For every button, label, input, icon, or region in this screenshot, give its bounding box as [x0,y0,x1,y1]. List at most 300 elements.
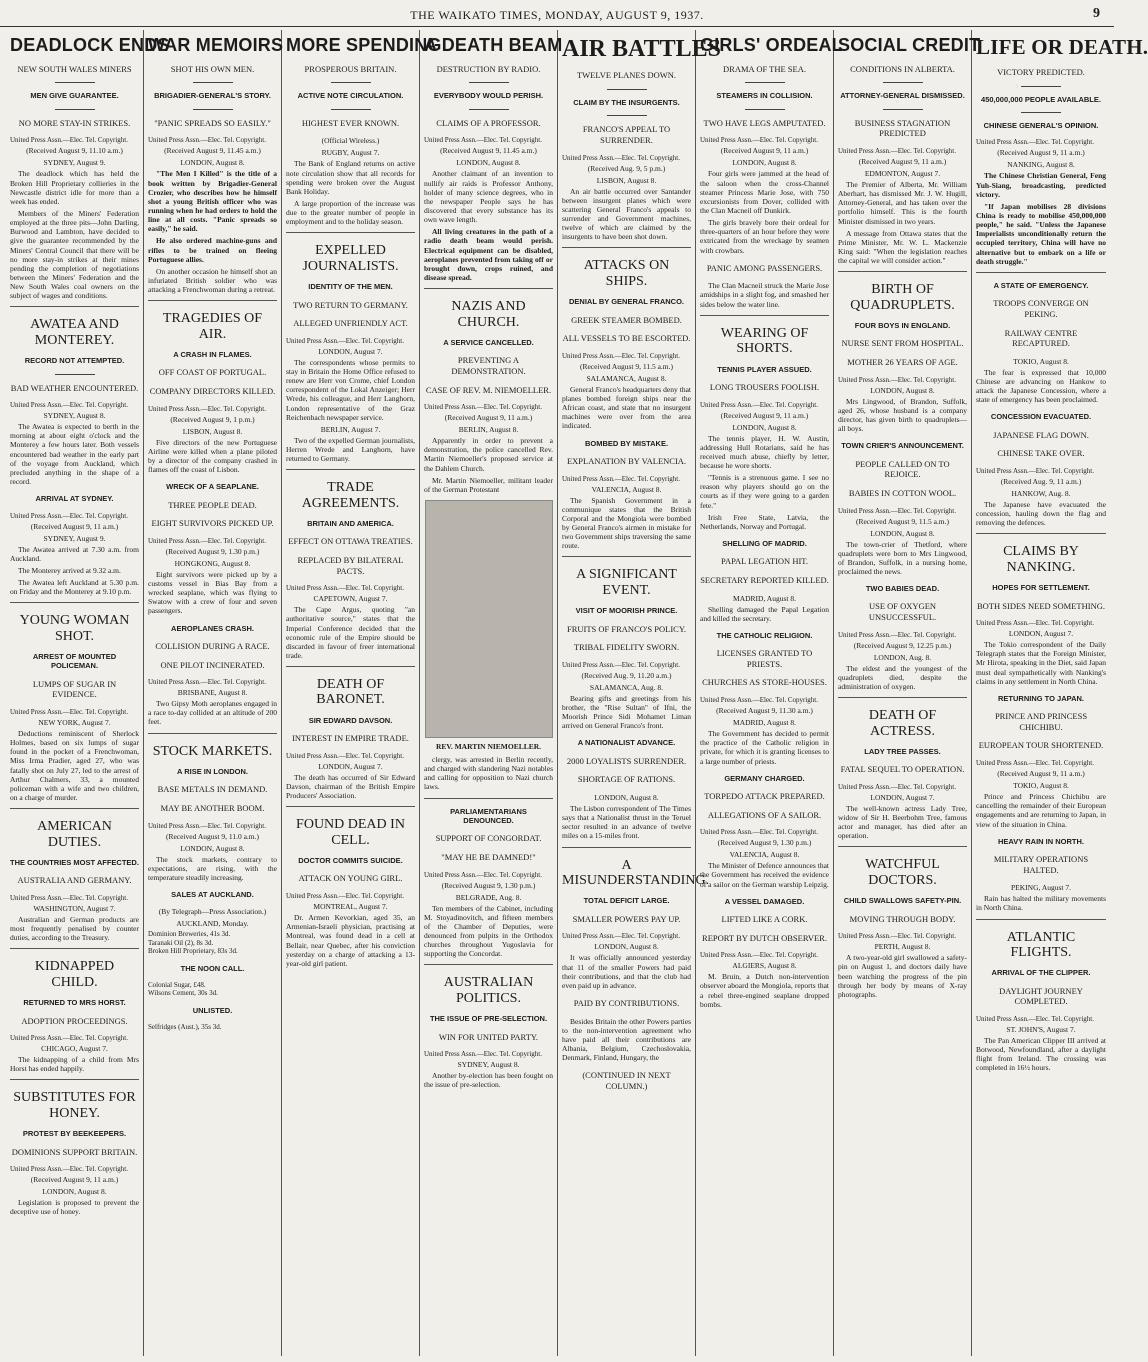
dateline: NEW YORK, August 7. [38,718,111,728]
bold-subheading: MEN GIVE GUARANTEE. [30,91,119,101]
bold-subheading: PARLIAMENTARIANS DENOUNCED. [450,806,527,825]
subheading: TWO RETURN TO GERMANY. [293,299,408,310]
received-time: (Received August 9, 11 a.m.) [997,769,1085,779]
subheading: PAID BY CONTRIBUTIONS. [573,997,680,1008]
body-paragraph: Four girls were jammed at the head of the saloon when the cross-Channel steamer Princess Marie Jose, with 750 excursionists from Dover, collided with the Clan Macneil off Dunkirk. [700,169,829,215]
subheading: ALL VESSELS TO BE ESCORTED. [562,333,691,344]
column-divider [10,808,139,809]
received-time: (Received August 9, 11 a.m.) [30,1175,119,1185]
body-paragraph: The fear is expressed that 10,000 Chinese are advancing on Hankow to attack the Japanese Concession, where a state of emergency has been proclaimed. [976,367,1106,405]
copyright-line: United Press Assn.—Elec. Tel. Copyright. [148,821,266,830]
body-paragraph: Another claimant of an invention to nullify air raids is Professor Anthony, holder of many science degrees, who in the newspaper People says he has discovered that every substance has its own wave length. [424,169,553,225]
copyright-line: United Press Assn.—Elec. Tel. Copyright. [976,759,1094,768]
body-paragraph: clergy, was arrested in Berlin recently, and charged with slandering Nazi notables and calling for opposition to Nazi church laws. [424,754,553,792]
bold-subheading: ARRIVAL OF THE CLIPPER. [991,968,1091,978]
body-paragraph: The deadlock which has held the Broken Hill Proprietary collieries in the Newcastle district idle for more than a week has ended. [10,169,139,206]
received-time: (Received Aug. 9, 11.20 a.m.) [581,670,672,680]
bold-paragraph: "The Men I Killed" is the title of a book written by Brigadier-General Crozier, who describes how he himself shot a young British officer who was running when he had orders to hold the line at all costs. "Panic spreads so easily," he said. [148,169,277,234]
market-quote: Selfridges (Aust.), 35s 3d. [148,1023,222,1032]
received-time: (Received August 9, 11.5 a.m.) [579,361,674,371]
dateline: BELGRADE, Aug. 8. [455,892,522,902]
bold-paragraph: "If Japan mobilises 28 divisions China is ready to mobilise 450,000,000 people," he said. "Unless the Japanese Imperialists unconditionally return the occupied territory, China will have no alternative but to embark on a life or death struggle." [976,201,1106,266]
copyright-line: United Press Assn.—Elec. Tel. Copyright. [700,828,818,837]
copyright-line: United Press Assn.—Elec. Tel. Copyright. [562,474,680,483]
column-divider [286,806,415,807]
portrait-photo [425,500,553,738]
bold-subheading: IDENTITY OF THE MEN. [308,282,393,292]
subheading: CASE OF REV. M. NIEMOELLER. [425,384,552,395]
subheading: MOVING THROUGH BODY. [849,913,956,924]
dateline: LONDON, August 8. [594,793,659,803]
dateline: CHICAGO, August 7. [41,1044,108,1054]
copyright-line: United Press Assn.—Elec. Tel. Copyright. [562,932,680,941]
dateline: LONDON, August 8. [870,528,935,538]
body-paragraph: Australian and German products are most frequently penalised by counter duties, according to the Treasury. [10,914,139,943]
copyright-line: United Press Assn.—Elec. Tel. Copyright. [838,375,956,384]
copyright-line: United Press Assn.—Elec. Tel. Copyright. [700,696,818,705]
subheading: FATAL SEQUEL TO OPERATION. [840,764,965,775]
received-time: (By Telegraph—Press Association.) [158,907,267,917]
bold-subheading: WRECK OF A SEAPLANE. [166,482,259,492]
body-paragraph: Eight survivors were picked up by a customs vessel in Bias Bay from a wrecked seaplane, which was flying to Swatow with a crew of four and seven passengers. [148,569,277,616]
bold-subheading: DOCTOR COMMITS SUICIDE. [298,856,403,866]
subheading: SECRETARY REPORTED KILLED. [700,574,829,585]
subheading: WIN FOR UNITED PARTY. [438,1031,539,1042]
received-time: (Received Aug. 9, 11 a.m.) [1000,476,1082,486]
dateline: LONDON, August 8. [870,385,935,395]
bold-subheading: HEAVY RAIN IN NORTH. [998,836,1084,846]
body-paragraph: The Pan American Clipper III arrived at Botwood, Newfoundland, after a daylight flight from Ireland. The crossing was completed in 16½ hours. [976,1035,1106,1073]
masthead [0,0,1114,27]
bold-subheading: CLAIM BY THE INSURGENTS. [573,98,680,108]
market-quote: Dominion Breweries, 41s 3d. [148,930,231,939]
bold-subheading: CHILD SWALLOWS SAFETY-PIN. [843,896,962,906]
short-rule [607,115,647,116]
subheading: HIGHEST EVER KNOWN. [301,117,400,128]
subheading: LIFTED LIKE A CORK. [721,914,808,925]
body-paragraph: Irish Free State, Latvia, the Netherlands, Norway and Portugal. [700,512,829,531]
received-time: (Received August 9, 11.5 a.m.) [855,516,950,526]
received-time: (Received August 9, 11.0 a.m.) [165,831,260,841]
subheading: PROSPEROUS BRITAIN. [304,63,397,74]
short-rule [469,82,509,83]
body-paragraph: Bearing gifts and greetings from his brother, the "Rise Sultan" of Ifni, the Moorish Prince Sidi Mohamet Liman arrived on General Franco's front. [562,693,691,731]
section-headline: STOCK MARKETS. [152,743,273,759]
main-headline: WAR MEMOIRS [148,35,284,55]
column-2 [144,30,282,1356]
body-paragraph: A large proportion of the increase was due to the greater number of people in employment and to the holiday season. [286,198,415,227]
subheading: BOTH SIDES NEED SOMETHING. [977,600,1105,611]
subheading: PAPAL LEGATION HIT. [721,556,808,567]
column-divider [10,948,139,949]
bold-subheading: ACTIVE NOTE CIRCULATION. [297,91,404,101]
bold-subheading: A SERVICE CANCELLED. [443,337,534,347]
bold-subheading: A CRASH IN FLAMES. [173,350,252,360]
bold-subheading: ARREST OF MOUNTED POLICEMAN. [32,652,117,671]
section-headline: FOUND DEAD IN CELL. [296,817,405,848]
body-paragraph: The Japanese have evacuated the concession, hauling down the flag and removing the defences. [976,499,1106,528]
dateline: CAPETOWN, August 7. [313,594,388,604]
column-divider [424,288,553,289]
column-divider [286,666,415,667]
body-paragraph: General Franco's headquarters deny that planes bombed foreign ships near the African coast, and state that no insurgent machines were over from the area indicated. [562,384,691,431]
section-headline: AWATEA AND MONTEREY. [30,317,119,348]
subheading: BAD WEATHER ENCOUNTERED. [10,382,139,393]
body-paragraph: On another occasion he himself shot an infuriated British soldier who was attacking a Frenchwoman during a retreat. [148,266,277,295]
section-headline: DEATH OF ACTRESS. [868,708,937,739]
dateline: LONDON, August 8. [180,843,245,853]
bold-subheading: LADY TREE PASSES. [864,746,941,756]
body-paragraph: A two-year-old girl swallowed a safety-pin on August 1, and doctors daily have been watching the progress of the pin through her body by means of X-ray photographs. [838,953,967,999]
subheading: LUMPS OF SUGAR IN EVIDENCE. [32,678,117,700]
body-paragraph: Mrs Lingwood, of Brandon, Suffolk, aged 26, whose husband is a company director, has given birth to quadruplets—all boys. [838,396,967,434]
bold-paragraph: All living creatures in the path of a radio death beam would perish. Electrical equipment can be disabled, aeroplanes prevented from taking off or brought down, crops ruined, and disease spread. [424,227,553,282]
received-time: (Received August 9, 1.30 p.m.) [165,546,260,556]
body-paragraph: Rain has halted the military movements in North China. [976,894,1106,913]
short-rule [55,82,95,83]
column-divider [148,733,277,734]
body-paragraph: The girls bravely bore their ordeal for three-quarters of an hour before they were extricated from the wreckage by seamen with crowbars. [700,218,829,255]
dateline: BERLIN, August 8. [458,425,519,435]
copyright-line: United Press Assn.—Elec. Tel. Copyright. [10,511,128,520]
column-divider [10,602,139,603]
body-paragraph: The Clan Macneil struck the Marie Jose amidships in a slight fog, and smashed her sides below the water line. [700,281,829,309]
bold-subheading: THE ISSUE OF PRE-SELECTION. [429,1014,548,1024]
body-paragraph: A message from Ottawa states that the Prime Minister, Mr. W. L. Mackenzie King said: "When the legislation reaches the capital we will consider action." [838,228,967,266]
subheading: NO MORE STAY-IN STRIKES. [18,117,131,128]
section-headline: AMERICAN DUTIES. [37,819,112,850]
column-divider [562,247,691,248]
column-1 [6,30,170,1356]
subheading: ONE PILOT INCINERATED. [160,659,265,670]
subheading: MAY BE ANOTHER BOOM. [160,802,265,813]
bold-subheading: TOWN CRIER'S ANNOUNCEMENT. [841,441,964,451]
subheading: COLLISION DURING A RACE. [155,640,270,651]
main-headline: SOCIAL CREDIT [838,35,981,55]
copyright-line: United Press Assn.—Elec. Tel. Copyright. [148,136,266,145]
subheading: MILITARY OPERATIONS HALTED. [993,854,1089,875]
short-rule [55,374,95,375]
column-8 [972,30,1148,1356]
body-paragraph: The Premier of Alberta, Mr. William Aberhart, has dismissed Mr. J. W. Hugill, Attorney-General, and has taken over the portfolio himself. This is the fourth Minister dismissed in two years. [838,180,967,226]
dateline: TOKIO, August 8. [1013,781,1069,791]
subheading: VICTORY PREDICTED. [997,67,1085,78]
bold-subheading: A VESSEL DAMAGED. [724,896,805,906]
main-headline: LIFE OR DEATH. [976,35,1148,59]
bold-subheading: SHELLING OF MADRID. [722,538,807,548]
dateline: AUCKLAND, Monday. [176,919,249,929]
column-divider [286,469,415,470]
column-5 [558,30,721,1356]
main-headline: A DEATH BEAM [424,35,563,55]
bold-subheading: ARRIVAL AT SYDNEY. [35,494,114,504]
body-paragraph: The well-known actress Lady Tree, widow of Sir H. Beerbohm Tree, famous actor and manager, has died after an operation. [838,803,967,841]
column-divider [700,315,829,316]
body-paragraph: The Minister of Defence announces that the Government has received the evidence of a sailor on the German warship Leipzig. [700,861,829,889]
subheading: CONDITIONS IN ALBERTA. [850,63,955,74]
short-rule [193,109,233,110]
received-time: (Received August 9, 11.45 a.m.) [440,146,537,156]
section-headline: WEARING OF SHORTS. [720,325,809,357]
subheading: ALLEGED UNFRIENDLY ACT. [293,318,408,329]
subheading: SHOT HIS OWN MEN. [170,63,255,74]
subheading: CHURCHES AS STORE-HOUSES. [702,677,827,688]
bold-paragraph: The Chinese Christian General, Feng Yuh-Siang, broadcasting, predicted victory. [976,171,1106,199]
body-paragraph: The Monterey arrived at 9.32 a.m. [18,565,121,575]
dateline: MONTREAL, August 7. [313,902,388,912]
section-headline: KIDNAPPED CHILD. [34,959,115,990]
received-time: (Received August 9, 11 a.m.) [858,157,947,167]
dateline: LISBON, August 8. [596,175,657,185]
dateline: LISBON, August 8. [182,426,243,436]
section-headline: A SIGNIFICANT EVENT. [576,567,677,598]
main-headline: AIR BATTLES [562,36,721,62]
column-divider [838,697,967,698]
copyright-line: United Press Assn.—Elec. Tel. Copyright. [838,932,956,941]
received-time: (Received Aug. 9, 5 p.m.) [587,163,666,173]
bold-subheading: GERMANY CHARGED. [724,773,805,783]
subheading: DRAMA OF THE SEA. [723,63,806,74]
subheading: PREVENTING A DEMONSTRATION. [451,355,526,376]
subheading: FRUITS OF FRANCO'S POLICY. [567,623,686,634]
received-time: (Received August 9, 1 p.m.) [170,414,255,424]
market-quote: Colonial Sugar, £48. [148,980,206,989]
copyright-line: United Press Assn.—Elec. Tel. Copyright. [976,466,1094,475]
column-divider [148,300,277,301]
bold-subheading: A RISE IN LONDON. [177,766,248,776]
subheading: TRIBAL FIDELITY SWORN. [573,642,680,653]
short-rule [745,82,785,83]
subheading: MOTHER 26 YEARS OF AGE. [847,357,958,368]
subheading: TROOPS CONVERGE ON PEKING. [993,298,1089,319]
dateline: EDMONTON, August 7. [864,169,941,179]
subheading: COMPANY DIRECTORS KILLED. [149,386,276,397]
column-divider [562,847,691,848]
dateline: SALAMANCA, Aug. 8. [589,682,664,692]
subheading: REPLACED BY BILATERAL PACTS. [297,555,404,576]
body-paragraph: The stock markets, contrary to expectations, are rising, with the temperature steadily increasing. [148,854,277,882]
subheading: THREE PEOPLE DEAD. [168,499,257,510]
short-rule [331,109,371,110]
subheading: "MAY HE BE DAMNED!" [441,851,536,862]
body-paragraph: Another by-election has been fought on the issue of pre-selection. [424,1071,553,1090]
subheading: EXPLANATION BY VALENCIA. [566,455,687,466]
copyright-line: United Press Assn.—Elec. Tel. Copyright. [976,138,1094,147]
body-paragraph: The Awatea left Auckland at 5.30 p.m. on Friday and the Monterey at 9.10 p.m. [10,577,139,597]
copyright-line: United Press Assn.—Elec. Tel. Copyright. [10,401,128,410]
copyright-line: United Press Assn.—Elec. Tel. Copyright. [148,678,266,687]
bold-subheading: THE CATHOLIC RELIGION. [716,630,813,640]
bold-subheading: CONCESSION EVACUATED. [990,412,1092,422]
section-headline: YOUNG WOMAN SHOT. [19,613,130,644]
section-headline: NAZIS AND CHURCH. [451,299,526,330]
subheading: "PANIC SPREADS SO EASILY." [154,117,271,128]
column-divider [424,798,553,799]
subheading: TORPEDO ATTACK PREPARED. [704,791,825,802]
bold-subheading: TWO BABIES DEAD. [865,584,940,594]
section-headline: CLAIMS BY NANKING. [1003,544,1079,575]
dateline: ALGIERS, August 8. [732,961,797,971]
copyright-line: United Press Assn.—Elec. Tel. Copyright. [838,147,956,156]
received-time: (Received August 9, 11 a.m.) [720,410,809,420]
copyright-line: United Press Assn.—Elec. Tel. Copyright. [10,893,128,902]
body-paragraph: The eldest and the youngest of the quadruplets died, despite the administration of oxygen. [838,663,967,691]
body-paragraph: Legislation is proposed to prevent the deceptive use of honey. [10,1198,139,1217]
body-paragraph: The Cape Argus, quoting "an authoritative source," states that the Imperial Conference decided that the economic rule of the Empire should be discarded in favour of freer international trade. [286,605,415,660]
body-paragraph: Apparently in order to prevent a demonstration, the police cancelled Rev. Martin Niemoeller's proposed service at the Dahlem Church. [424,436,553,473]
copyright-line: United Press Assn.—Elec. Tel. Copyright. [424,136,542,145]
body-paragraph: The Government has decided to permit the practice of the Catholic religion in private, for which it is granting licenses to a large number of priests. [700,729,829,766]
subheading: CHINESE TAKE OVER. [997,448,1085,459]
bold-subheading: THE COUNTRIES MOST AFFECTED. [10,857,139,867]
section-headline: TRAGEDIES OF AIR. [162,311,263,342]
body-paragraph: The Awatea is expected to berth in the morning at about eight o'clock and the Monterey a few hours later. Both vessels encountered bad weather in the early part of the voyage from Auckland, which precluded anything in the shape of a record. [10,422,139,487]
dateline: SYDNEY, August 9. [43,158,106,168]
subheading: SUPPORT OF CONGORDAT. [435,833,542,844]
subheading: AUSTRALIA AND GERMANY. [17,875,132,886]
subheading: LONG TROUSERS FOOLISH. [709,381,820,392]
section-headline: EXPELLED JOURNALISTS. [302,243,399,274]
bold-subheading: RETURNING TO JAPAN. [998,693,1084,703]
section-headline: WATCHFUL DOCTORS. [865,857,940,888]
dateline: HANKOW, Aug. 8. [1011,488,1071,498]
body-paragraph: Shelling damaged the Papal Legation and killed the secretary. [700,604,829,623]
subheading: NURSE SENT FROM HOSPITAL. [841,338,964,349]
bold-subheading: CHINESE GENERAL'S OPINION. [983,121,1099,131]
copyright-line: United Press Assn.—Elec. Tel. Copyright. [424,403,542,412]
body-paragraph: The Lisbon correspondent of The Times says that a Nationalist thrust in the Teruel sector resulted in an advance of twelve miles on a 15-miles front. [562,804,691,841]
section-headline: ATLANTIC FLIGHTS. [1006,929,1076,960]
column-4 [420,30,563,1356]
subheading: LICENSES GRANTED TO PRIESTS. [716,648,813,669]
body-paragraph: The death has occurred of Sir Edward Davson, chairman of the British Empire Producers' Association. [286,772,415,801]
dateline: BRISBANE, August 8. [177,688,248,698]
bold-subheading: A STATE OF EMERGENCY. [993,280,1089,290]
received-time: (Received August 9, 11 a.m.) [444,413,533,423]
subheading: FRANCO'S APPEAL TO SURRENDER. [582,124,671,146]
bold-subheading: ATTORNEY-GENERAL DISMISSED. [840,91,965,101]
dateline: LONDON, August 7. [1008,629,1074,639]
received-time: (Received August 9, 11.30 a.m.) [716,706,813,716]
bold-subheading: SALES AT AUCKLAND. [171,890,254,900]
subheading: CLAIMS OF A PROFESSOR. [436,117,541,128]
copyright-line: United Press Assn.—Elec. Tel. Copyright. [286,751,404,760]
received-time: (Received August 9, 11 a.m.) [997,148,1085,158]
short-rule [607,89,647,90]
copyright-line: United Press Assn.—Elec. Tel. Copyright. [976,619,1094,628]
subheading: BABIES IN COTTON WOOL. [848,487,957,498]
dateline: HONGKONG, August 8. [174,558,251,568]
bold-subheading: PROTEST BY BEEKEEPERS. [22,1129,127,1139]
main-headline: GIRLS' ORDEAL [700,35,843,55]
bold-subheading: FOUR BOYS IN ENGLAND. [854,321,951,331]
bold-subheading: THE NOON CALL. [180,963,245,973]
subheading: BUSINESS STAGNATION PREDICTED [854,117,951,139]
dateline: VALENCIA, August 8. [729,850,800,860]
subheading: EFFECT ON OTTAWA TREATIES. [288,536,413,547]
section-headline: BIRTH OF QUADRUPLETS. [850,282,955,313]
copyright-line: United Press Assn.—Elec. Tel. Copyright. [10,136,128,145]
dateline: LONDON, Aug. 8. [873,652,932,662]
column-divider [838,846,967,847]
subheading: GREEK STEAMER BOMBED. [571,314,682,325]
short-rule [883,82,923,83]
news-columns [6,30,1148,1356]
body-paragraph: Members of the Miners' Federation employed at the three pits—John Darling, Burwood and Lambton, have decided to give the guarantee recommended by the Miners' Central Council that there will be no more stay-in strikes at their mines pending the completion of negotiations between the Miners' Federation and the New South Wales coal owners on the subject of wages and conditions. [10,208,139,301]
dateline: LONDON, August 8. [180,158,245,168]
body-paragraph: Two Gipsy Moth aeroplanes engaged in a race to-day collided at an altitude of 200 feet. [148,699,277,727]
body-paragraph: Ten members of the Cabinet, including M. Stoyadinovitch, and fifteen members of the Chamber of Deputies, were denounced from pulpits in the Orthodox churches throughout Yugoslavia for supporting the Concordat. [424,903,553,959]
dateline: LONDON, August 8. [732,158,797,168]
dateline: SYDNEY, August 8. [43,411,106,421]
received-time: (Received August 9, 1.30 p.m.) [717,838,812,848]
subheading: PANIC AMONG PASSENGERS. [706,262,823,273]
body-paragraph: Five directors of the new Portuguese Airline were killed when a plane piloted by a director of the company crashed in flames off the coast of Lisbon. [148,437,277,475]
copyright-line: United Press Assn.—Elec. Tel. Copyright. [838,506,956,515]
body-paragraph: Mr. Martin Niemoeller, militant leader of the German Protestant [424,475,553,494]
subheading: DAYLIGHT JOURNEY COMPLETED. [999,985,1083,1007]
body-paragraph: Deductions reminiscent of Sherlock Holmes, based on six lumps of sugar found in the pocket of a Frenchwoman, Miss Irma Pradier, aged 27, who was fatally shot on July 27, led to the arrest of Arthur Chalmers, 33, a mounted policeman with a wife and two children, on a charge of murder. [10,729,139,802]
dateline: LONDON, August 7. [318,761,383,771]
copyright-line: United Press Assn.—Elec. Tel. Copyright. [562,351,680,360]
dateline: PEKING, August 7. [1010,883,1071,893]
column-divider [838,271,967,272]
subheading: NEW SOUTH WALES MINERS [17,63,132,74]
column-divider [424,964,553,965]
body-paragraph: The Spanish Government in a communique states that the British Corporal and the Mongiola were bombed by General Franco's airmen in mistake for two Government ships traversing the same route. [562,495,691,551]
dateline: LONDON, August 7. [870,792,935,802]
body-paragraph: Prince and Princess Chichibu are cancelling the remainder of their European engagements and are returning to Japan, in view of the situation in China. [976,792,1106,829]
copyright-line: United Press Assn.—Elec. Tel. Copyright. [838,630,956,639]
copyright-line: United Press Assn.—Elec. Tel. Copyright. [286,336,404,345]
subheading: ALLEGATIONS OF A SAILOR. [707,809,822,820]
dateline: LONDON, August 8. [732,422,797,432]
copyright-line: United Press Assn.—Elec. Tel. Copyright. [10,1165,128,1174]
bold-subheading: A NATIONALIST ADVANCE. [577,738,676,748]
bold-subheading: RECORD NOT ATTEMPTED. [24,356,125,366]
copyright-line: United Press Assn.—Elec. Tel. Copyright. [10,708,128,717]
column-divider [976,533,1106,534]
body-paragraph: Two of the expelled German journalists, Herren Wrede and Langhorn, have returned to Germany. [286,435,415,464]
subheading: TWELVE PLANES DOWN. [576,70,677,81]
dateline: PERTH, August 8. [874,942,931,952]
received-time: (Official Wireless.) [321,136,380,146]
copyright-line: United Press Assn.—Elec. Tel. Copyright. [424,1050,542,1059]
bold-subheading: EVERYBODY WOULD PERISH. [433,91,544,101]
received-time: (Received August 9, 12.25 p.m.) [853,640,952,650]
copyright-line: United Press Assn.—Elec. Tel. Copyright. [838,782,956,791]
body-paragraph: The kidnapping of a child from Mrs Horst has ended happily. [10,1055,139,1074]
received-time: (Received August 9, 11.10 a.m.) [26,146,123,156]
dateline: LONDON, August 8. [42,1187,107,1197]
subheading: ADOPTION PROCEEDINGS. [21,1015,128,1026]
copyright-line: United Press Assn.—Elec. Tel. Copyright. [148,404,266,413]
copyright-line: United Press Assn.—Elec. Tel. Copyright. [700,951,818,960]
copyright-line: United Press Assn.—Elec. Tel. Copyright. [286,892,404,901]
column-divider [976,919,1106,920]
subheading: EUROPEAN TOUR SHORTENED. [978,740,1104,751]
dateline: SYDNEY, August 9. [43,533,106,543]
subheading: DOMINIONS SUPPORT BRITAIN. [11,1146,138,1157]
received-time: (Received August 9, 11.45 a.m.) [164,146,261,156]
subheading: (CONTINUED IN NEXT COLUMN.) [582,1070,671,1091]
copyright-line: United Press Assn.—Elec. Tel. Copyright. [700,136,818,145]
section-headline: AUSTRALIAN POLITICS. [443,975,534,1006]
masthead-title: THE WAIKATO TIMES, MONDAY, AUGUST 9, 1937. [410,8,704,22]
market-quote: Broken Hill Proprietary, 83s 3d. [148,947,238,956]
body-paragraph: The town-crier of Thetford, where quadruplets were born to Mrs Lingwood, of Brandon, Suffolk, in a nursing home, proclaimed the news. [838,539,967,576]
dateline: NANKING, August 8. [1007,160,1075,170]
